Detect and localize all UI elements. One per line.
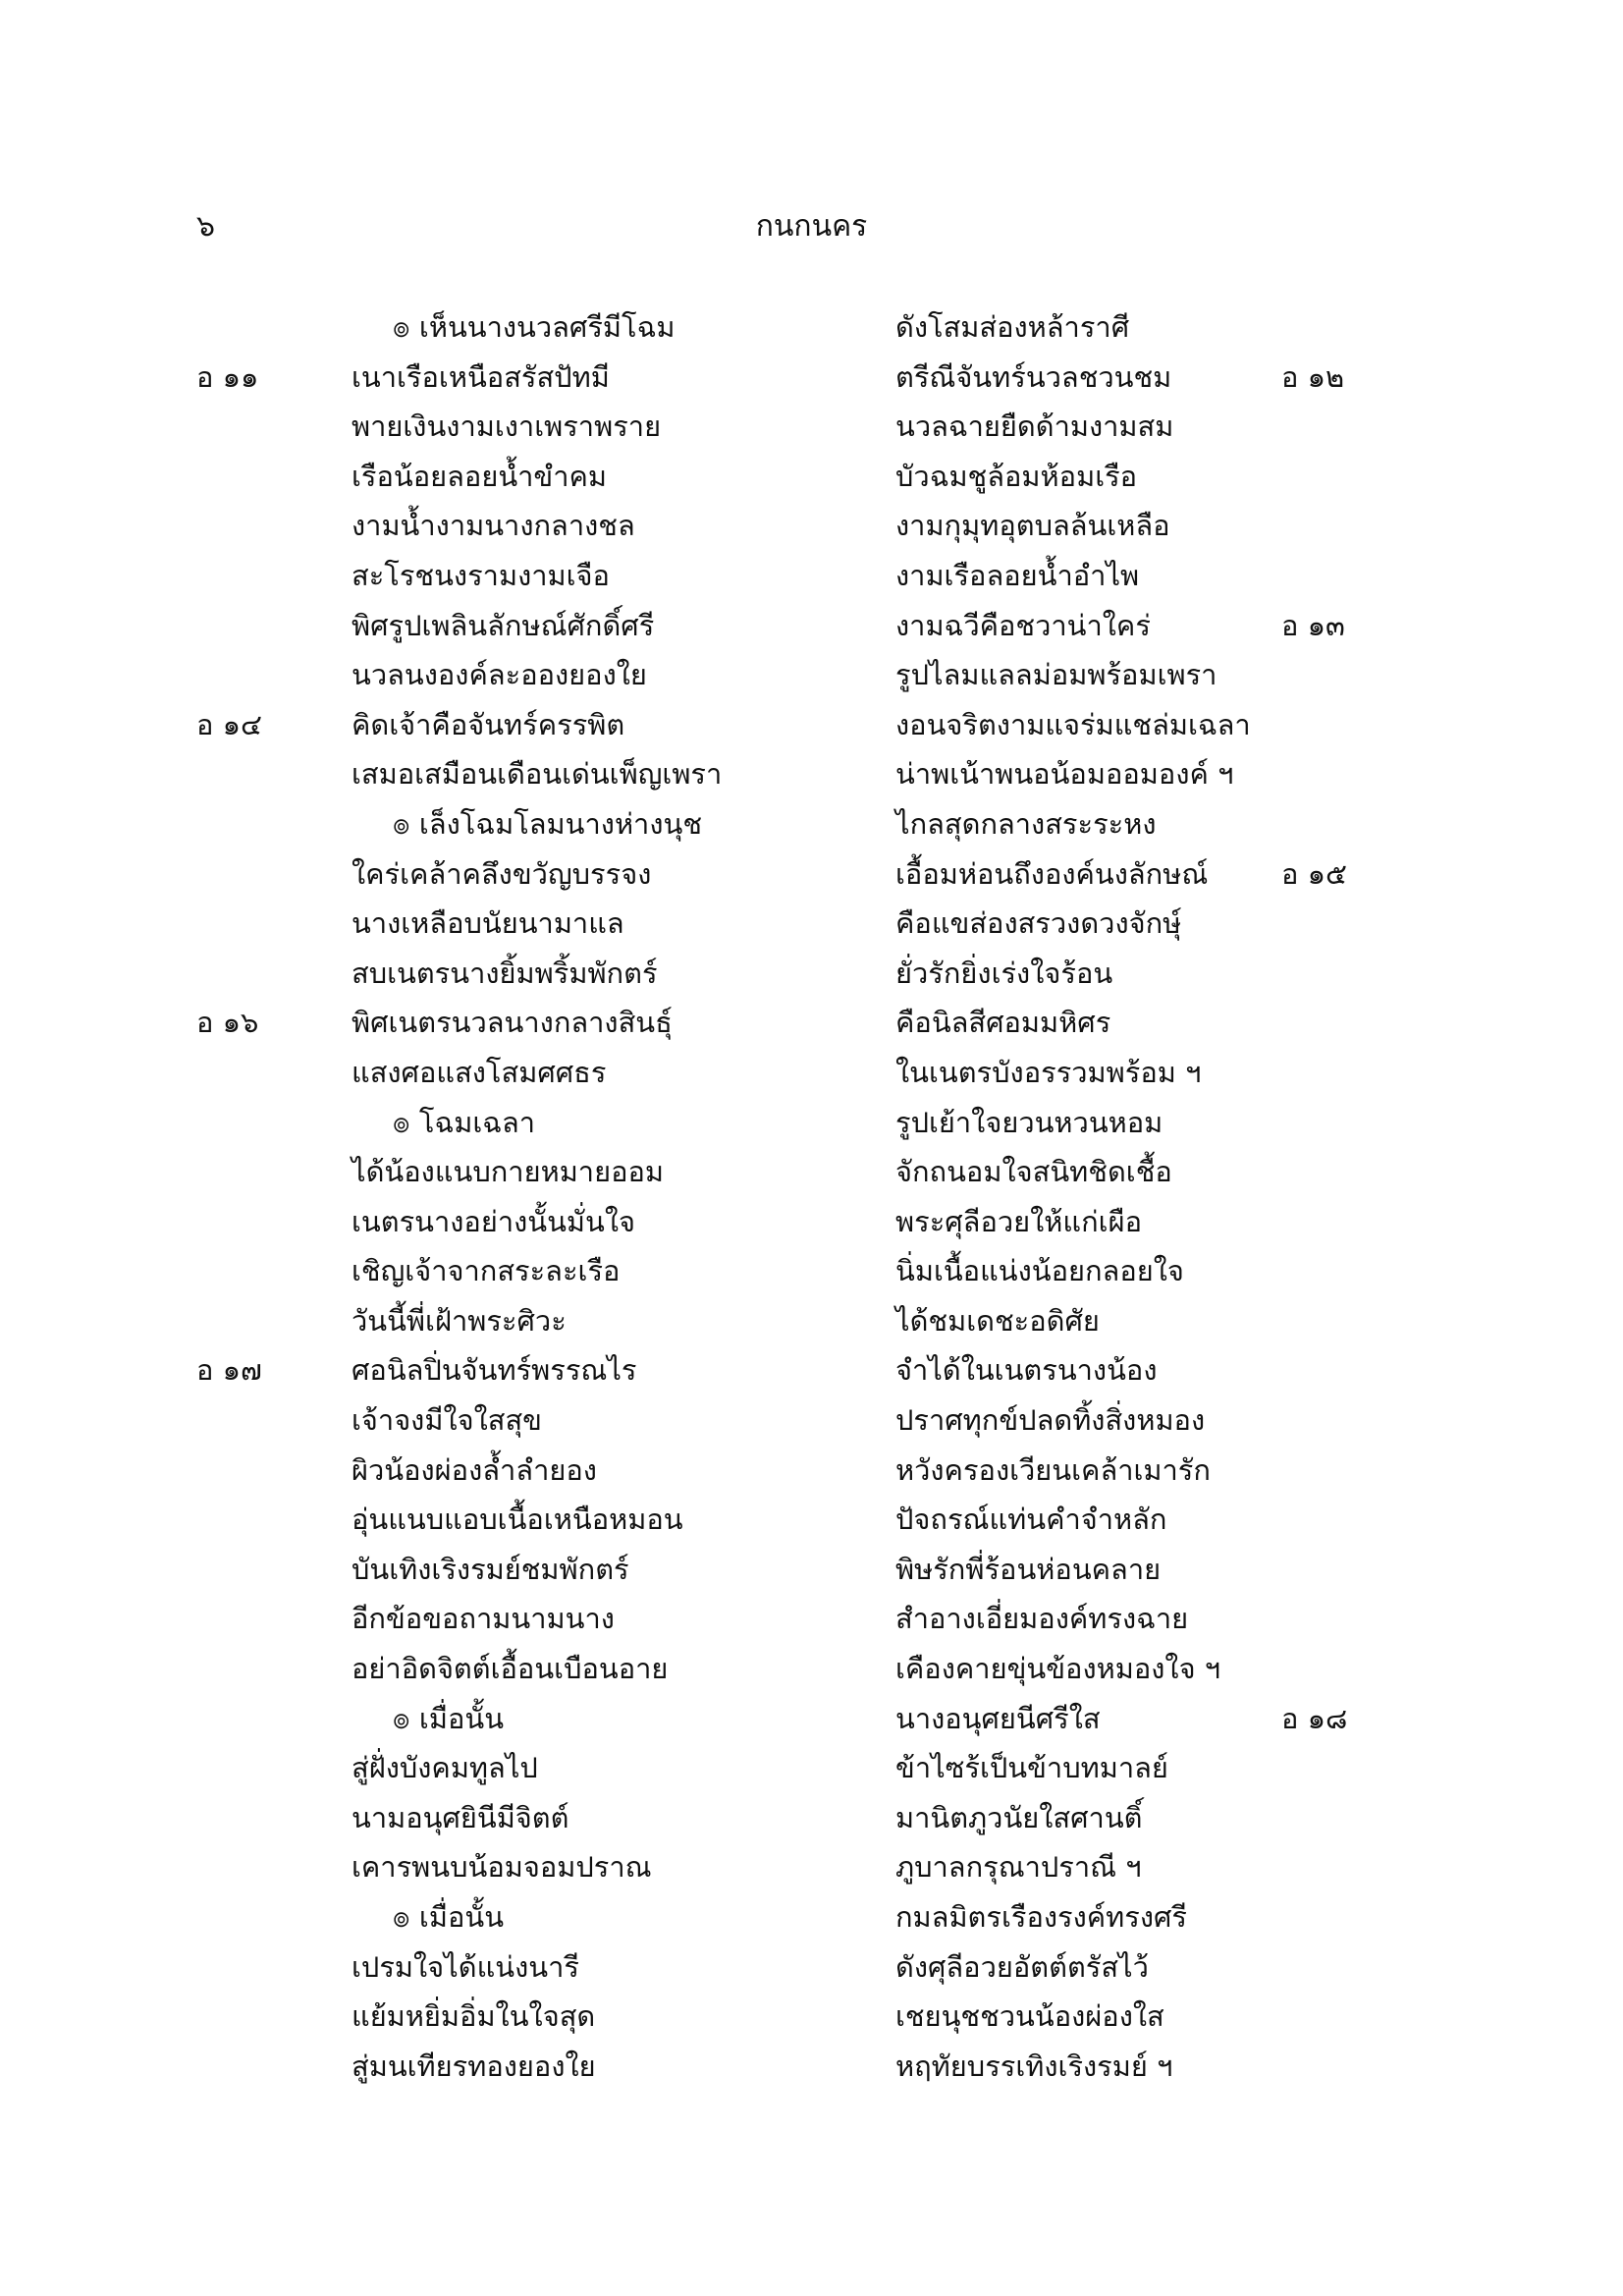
verse-line-first: ได้น้องแนบกายหมายออม [352, 1155, 665, 1189]
margin-note-right: อ ๑๘ [1281, 1701, 1348, 1735]
verse-line-second: พิษรักพี่ร้อนห่อนคลาย [895, 1552, 1162, 1586]
verse-row [0, 1942, 1623, 1993]
verse-row [0, 1594, 1623, 1644]
verse-line-first: สะโรชนงรามงามเจือ [352, 558, 610, 592]
verse-line-first: เชิญเจ้าจากสระละเรือ [352, 1254, 621, 1288]
verse-line-first: งามน้ำงามนางกลางชล [352, 509, 635, 543]
verse-line-first: อย่าอิดจิตต์เอื้อนเบือนอาย [352, 1652, 669, 1686]
verse-row [0, 1644, 1623, 1694]
verse-line-first: เสมอเสมือนเดือนเด่นเพ็ญเพรา [352, 757, 723, 792]
verse-line-second: คือแขส่องสรวงดวงจักษุ์ [895, 906, 1182, 941]
verse-line-first: แสงศอแสงโสมศศธร [352, 1055, 607, 1089]
verse-line-second: จำได้ในเนตรนางน้อง [895, 1353, 1158, 1388]
verse-row [0, 1842, 1623, 1892]
verse-line-second: กมลมิตรเรืองรงค์ทรงศรี [895, 1900, 1188, 1934]
verse-line-first: นวลนงองค์ละอองยองใย [352, 658, 647, 692]
verse-line-second: ได้ชมเดชะอดิศัย [895, 1303, 1100, 1338]
verse-row [0, 1098, 1623, 1148]
verse-line-first: วันนี้พี่เฝ้าพระศิวะ [352, 1303, 567, 1338]
verse-line-second: ยั่วรักยิ่งเร่งใจร้อน [895, 956, 1113, 990]
verse-row [0, 501, 1623, 551]
verse-row [0, 1147, 1623, 1197]
verse-row [0, 1345, 1623, 1395]
verse-line-second: มานิตภูวนัยใสศานติ์ [895, 1800, 1143, 1834]
verse-line-second: คือนิลสีศอมมหิศร [895, 1006, 1111, 1040]
verse-line-second: ดังศุลีอวยอัตต์ตรัสไว้ [895, 1949, 1149, 1984]
margin-note-left: อ ๑๖ [196, 1006, 259, 1040]
verse-line-first: สู่มนเทียรทองยองใย [352, 2049, 596, 2083]
verse-row [0, 1197, 1623, 1247]
verse-row [0, 1048, 1623, 1098]
verse-row [0, 1246, 1623, 1296]
verse-line-second: หวังครองเวียนเคล้าเมารัก [895, 1452, 1211, 1487]
verse-row [0, 353, 1623, 403]
page-number: ๖ [196, 209, 216, 244]
verse-line-second: ปัจถรณ์แท่นคำจำหลัก [895, 1503, 1167, 1537]
verse-row [0, 899, 1623, 949]
page-title: กนกนคร [755, 209, 868, 244]
verse-line-first: ๏ เมื่อนั้น [393, 1701, 505, 1735]
verse-line-second: งอนจริตงามแจร่มแชล่มเฉลา [895, 707, 1251, 741]
verse-row [0, 1446, 1623, 1496]
verse-line-second: ปราศทุกข์ปลดทิ้งสิ่งหมอง [895, 1403, 1206, 1438]
verse-row [0, 1694, 1623, 1744]
verse-line-second: งามฉวีคือชวาน่าใคร่ [895, 608, 1151, 642]
verse-line-second: ข้าไซร้เป็นข้าบทมาลย์ [895, 1751, 1168, 1785]
verse-line-first: ๏ เมื่อนั้น [393, 1900, 505, 1934]
verse-row [0, 601, 1623, 651]
verse-row [0, 2042, 1623, 2092]
verse-line-second: จักถนอมใจสนิทชิดเชื้อ [895, 1155, 1172, 1189]
margin-note-left: อ ๑๗ [196, 1353, 262, 1388]
verse-line-second: รูปไลมแลลม่อมพร้อมเพรา [895, 658, 1217, 692]
verse-row [0, 749, 1623, 799]
verse-row [0, 302, 1623, 353]
verse-body [0, 302, 1623, 2091]
verse-line-first: สบเนตรนางยิ้มพริ้มพักตร์ [352, 956, 658, 990]
verse-line-first: แย้มหยิ่มอิ่มในใจสุด [352, 1999, 596, 2034]
verse-line-second: ในเนตรบังอรรวมพร้อม ฯ [895, 1055, 1202, 1089]
verse-row [0, 402, 1623, 452]
margin-note-right: อ ๑๕ [1281, 856, 1347, 891]
verse-row [0, 1743, 1623, 1793]
margin-note-left: อ ๑๔ [196, 707, 262, 741]
verse-row [0, 551, 1623, 601]
verse-row [0, 998, 1623, 1048]
verse-line-second: นางอนุศยนีศรีใส [895, 1701, 1101, 1735]
verse-line-first: อุ่นแนบแอบเนื้อเหนือหมอน [352, 1503, 683, 1537]
verse-line-first: ๏ เห็นนางนวลศรีมีโฉม [393, 310, 676, 344]
verse-line-first: ศอนิลปิ่นจันทร์พรรณไร [352, 1353, 637, 1388]
verse-line-second: ดังโสมส่องหล้าราศี [895, 310, 1130, 344]
verse-row [0, 1395, 1623, 1446]
verse-line-second: ภูบาลกรุณาปราณี ฯ [895, 1850, 1142, 1885]
verse-line-first: เปรมใจได้แน่งนารี [352, 1949, 579, 1984]
verse-line-second: งามกุมุทอุตบลล้นเหลือ [895, 509, 1170, 543]
verse-line-second: รูปเย้าใจยวนหวนหอม [895, 1105, 1163, 1139]
verse-line-first: ใคร่เคล้าคลึงขวัญบรรจง [352, 856, 652, 891]
margin-note-right: อ ๑๓ [1281, 608, 1345, 642]
verse-line-second: ไกลสุดกลางสระระหง [895, 806, 1157, 841]
verse-line-second: บัวฉมชูล้อมห้อมเรือ [895, 459, 1138, 493]
verse-line-first: ๏ โฉมเฉลา [393, 1105, 536, 1139]
verse-line-second: เชยนุชชวนน้องผ่องใส [895, 1999, 1164, 2034]
verse-row [0, 949, 1623, 999]
verse-line-first: เนาเรือเหนือสรัสปัทมี [352, 359, 610, 394]
verse-line-first: พายเงินงามเงาเพราพราย [352, 410, 662, 444]
verse-line-second: นวลฉายยืดด้ามงามสม [895, 410, 1174, 444]
verse-row [0, 1793, 1623, 1843]
verse-line-first: ๏ เล็งโฉมโลมนางห่างนุช [393, 806, 703, 841]
verse-line-first: สู่ฝั่งบังคมทูลไป [352, 1751, 538, 1785]
verse-line-second: หฤทัยบรรเทิงเริงรมย์ ฯ [895, 2049, 1173, 2083]
verse-line-second: เอื้อมห่อนถึงองค์นงลักษณ์ [895, 856, 1209, 891]
verse-line-second: นิ่มเนื้อแน่งน้อยกลอยใจ [895, 1254, 1184, 1288]
verse-row [0, 1495, 1623, 1545]
verse-line-second: เคืองคายขุ่นข้องหมองใจ ฯ [895, 1652, 1221, 1686]
verse-row [0, 650, 1623, 700]
verse-line-first: เนตรนางอย่างนั้นมั่นใจ [352, 1204, 636, 1238]
verse-line-second: สำอางเอี่ยมองค์ทรงฉาย [895, 1602, 1189, 1636]
verse-row [0, 1296, 1623, 1346]
verse-line-second: พระศุลีอวยให้แก่เผือ [895, 1204, 1142, 1238]
verse-line-first: พิศรูปเพลินลักษณ์ศักดิ์ศรี [352, 608, 655, 642]
verse-line-first: คิดเจ้าคือจันทร์ครรพิต [352, 707, 625, 741]
verse-line-first: นามอนุศยินีมีจิตต์ [352, 1800, 569, 1834]
verse-line-first: เรือน้อยลอยน้ำขำคม [352, 459, 608, 493]
verse-row [0, 1992, 1623, 2042]
verse-line-first: อีกข้อขอถามนามนาง [352, 1602, 615, 1636]
verse-line-first: พิศเนตรนวลนางกลางสินธุ์ [352, 1006, 673, 1040]
verse-line-first: ผิวน้องผ่องล้ำลำยอง [352, 1452, 597, 1487]
verse-line-first: เคารพนบน้อมจอมปราณ [352, 1850, 652, 1885]
verse-line-second: น่าพเน้าพนอน้อมออมองค์ ฯ [895, 757, 1234, 792]
verse-line-first: บันเทิงเริงรมย์ชมพักตร์ [352, 1552, 629, 1586]
verse-row [0, 700, 1623, 750]
verse-line-second: งามเรือลอยน้ำอำไพ [895, 558, 1140, 592]
verse-row [0, 1892, 1623, 1942]
verse-line-first: เจ้าจงมีใจใสสุข [352, 1403, 542, 1438]
verse-row [0, 849, 1623, 900]
verse-line-first: นางเหลือบนัยนามาแล [352, 906, 624, 941]
verse-line-second: ตรีณีจันทร์นวลชวนชม [895, 359, 1172, 394]
verse-row [0, 452, 1623, 502]
verse-row [0, 1545, 1623, 1595]
margin-note-left: อ ๑๑ [196, 359, 259, 394]
verse-row [0, 799, 1623, 849]
margin-note-right: อ ๑๒ [1281, 359, 1345, 394]
